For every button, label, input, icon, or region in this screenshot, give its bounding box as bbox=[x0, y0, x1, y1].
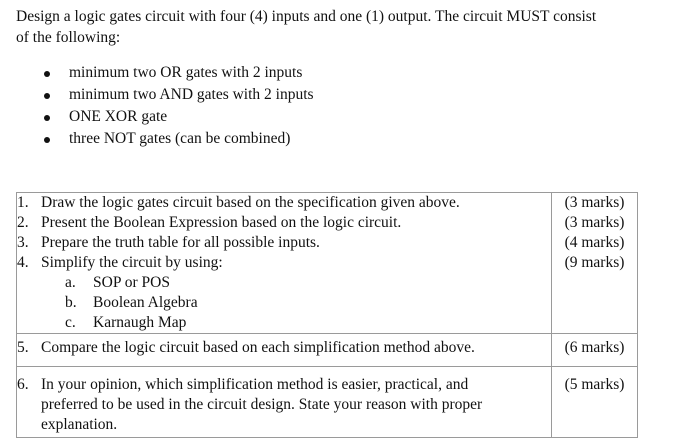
requirements-list bbox=[44, 62, 314, 150]
table-row bbox=[17, 334, 638, 367]
task-cell bbox=[17, 334, 552, 367]
intro-line-1: Design a logic gates circuit with four (4) inputs and one (1) output. The circuit MUST consist bbox=[16, 8, 597, 25]
marks-cell bbox=[552, 367, 638, 438]
table-row bbox=[17, 367, 638, 438]
task-cell bbox=[17, 367, 552, 438]
marks-task-2: (3 marks) bbox=[564, 214, 625, 231]
requirement-item: minimum two AND gates with 2 inputs bbox=[44, 84, 314, 106]
task-2: 2. Present the Boolean Expression based on the logic circuit. bbox=[17, 214, 402, 231]
task-4: 4. Simplify the circuit by using: bbox=[17, 254, 223, 271]
tasks-table bbox=[16, 192, 638, 438]
table-row bbox=[17, 193, 638, 334]
marks-task-5: (6 marks) bbox=[564, 339, 625, 356]
task-3: 3. Prepare the truth table for all possible inputs. bbox=[17, 234, 320, 251]
task-4a: a. SOP or POS bbox=[65, 274, 170, 291]
bullet-icon bbox=[44, 137, 50, 143]
task-1: 1. Draw the logic gates circuit based on the specification given above. bbox=[17, 194, 460, 211]
task-cell bbox=[17, 193, 552, 334]
task-5: 5. Compare the logic circuit based on each simplification method above. bbox=[17, 339, 475, 356]
requirement-item: minimum two OR gates with 2 inputs bbox=[44, 62, 314, 84]
marks-task-6: (5 marks) bbox=[564, 376, 625, 393]
intro-line-2: of the following: bbox=[16, 29, 121, 46]
marks-task-1: (3 marks) bbox=[564, 194, 625, 211]
task-4b: b. Boolean Algebra bbox=[65, 294, 198, 311]
marks-cell bbox=[552, 334, 638, 367]
marks-task-4: (9 marks) bbox=[564, 254, 625, 271]
task-4c: c. Karnaugh Map bbox=[65, 314, 187, 331]
marks-task-3: (4 marks) bbox=[564, 234, 625, 251]
marks-cell bbox=[552, 193, 638, 334]
task-6: 6. In your opinion, which simplification method is easier, practical, and bbox=[17, 376, 469, 393]
bullet-icon bbox=[44, 93, 50, 99]
task-6-line-2: preferred to be used in the circuit design. State your reason with proper bbox=[41, 396, 483, 413]
bullet-icon bbox=[44, 71, 50, 77]
requirement-item: three NOT gates (can be combined) bbox=[44, 128, 314, 150]
bullet-icon bbox=[44, 115, 50, 121]
question-intro bbox=[16, 6, 686, 48]
requirement-item: ONE XOR gate bbox=[44, 106, 314, 128]
task-6-line-3: explanation. bbox=[41, 416, 118, 433]
